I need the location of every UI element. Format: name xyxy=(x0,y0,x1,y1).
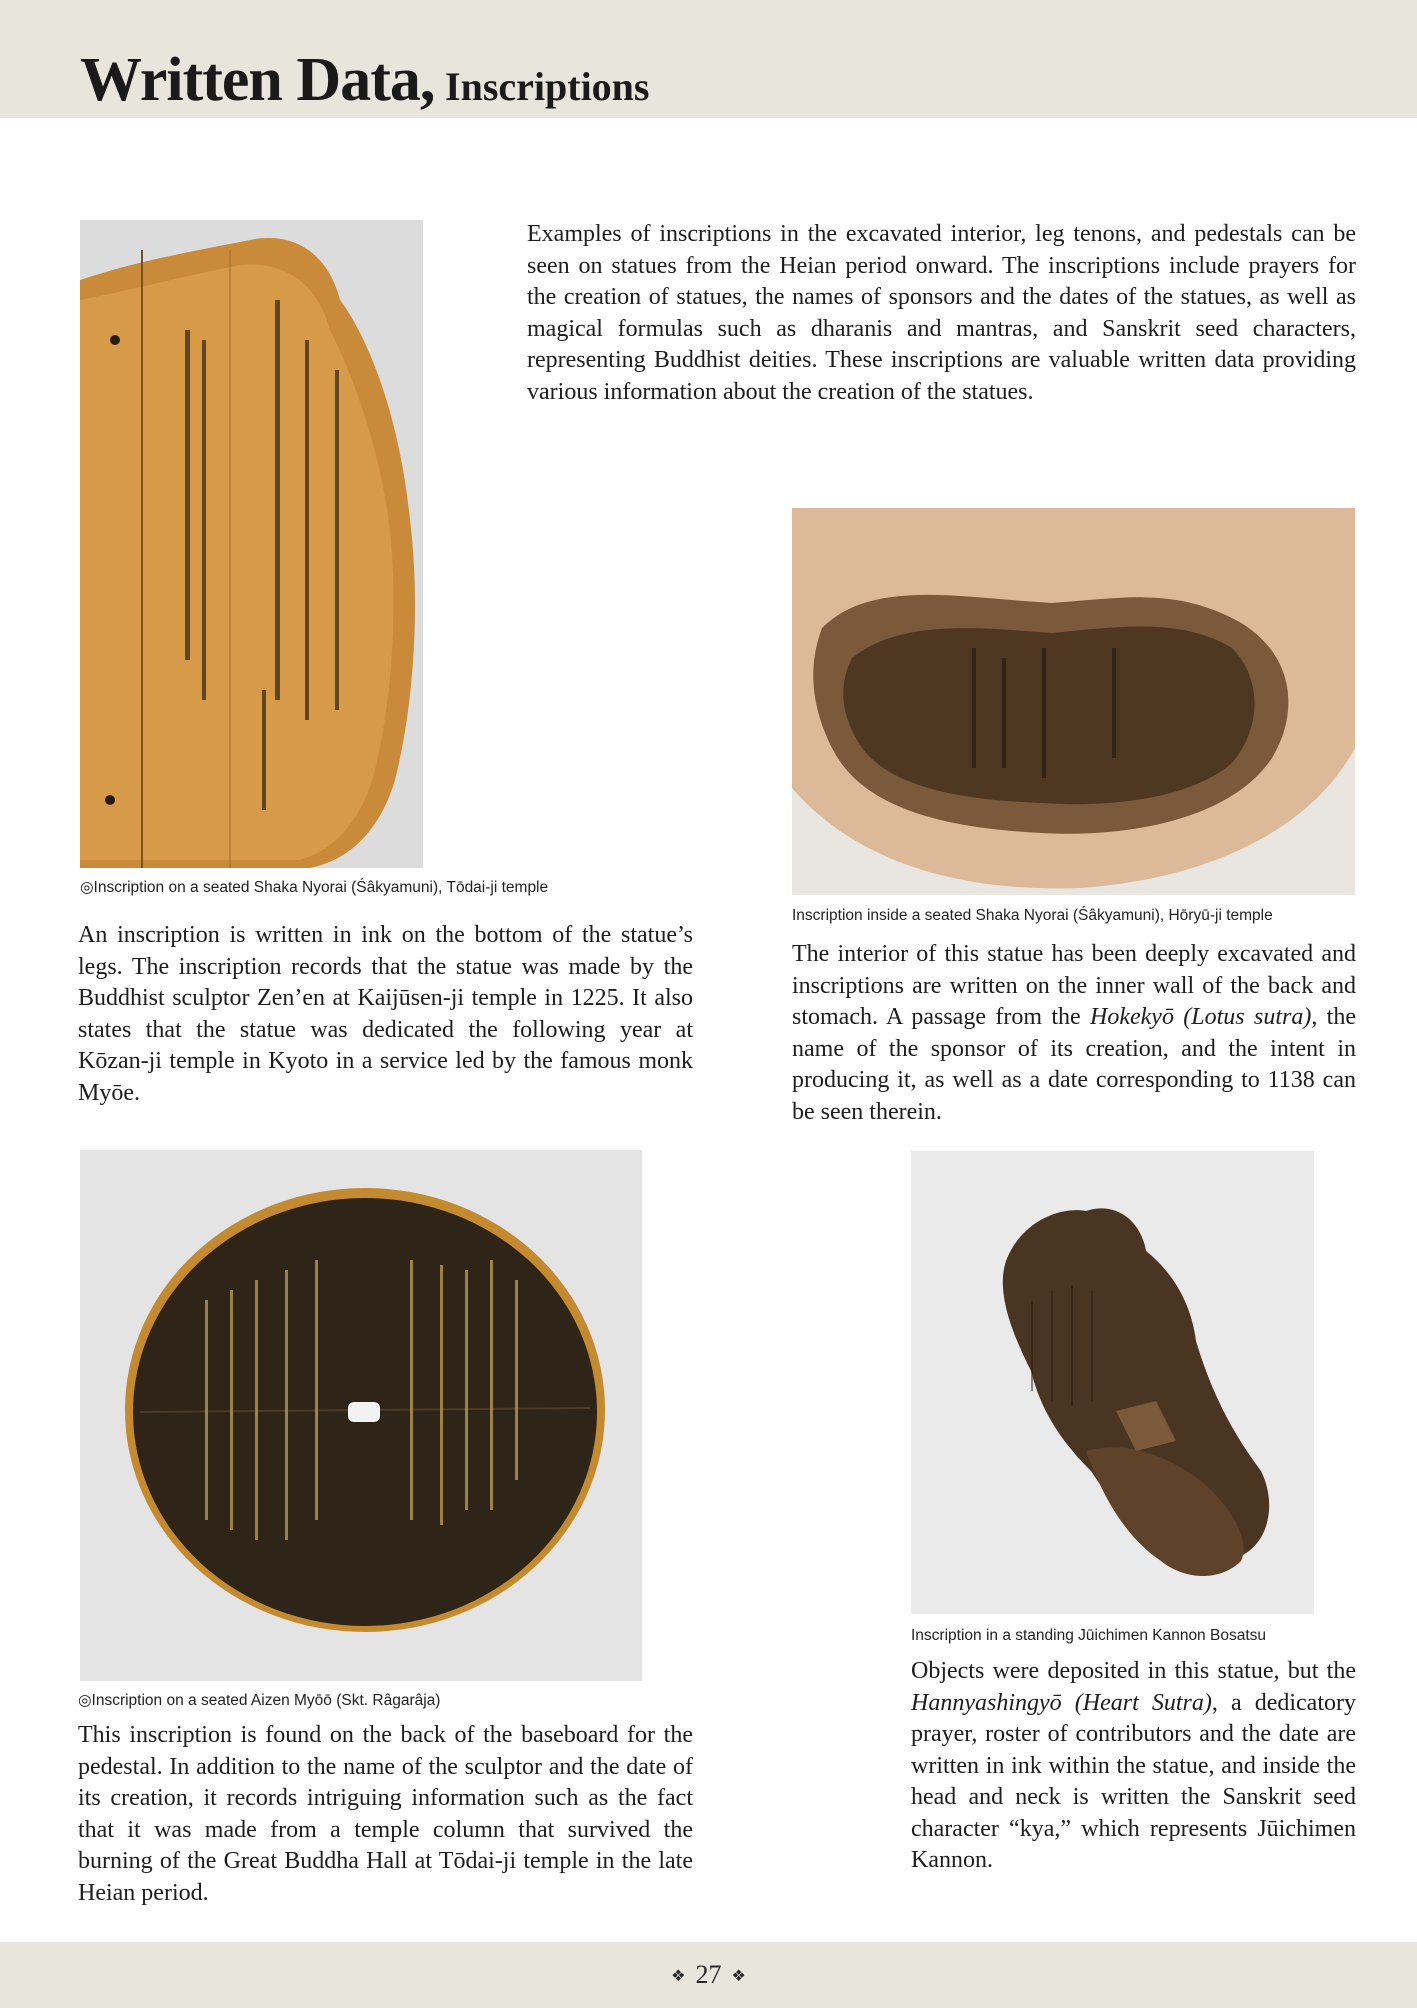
page-subtitle: Inscriptions xyxy=(445,64,650,109)
juichimen-description-part1: Objects were deposited in this statue, but the xyxy=(911,1658,1356,1684)
ornament-left-icon: ❖ xyxy=(671,1968,686,1986)
horyuji-sutra-title: Hokekyō (Lotus sutra) xyxy=(1090,1004,1312,1030)
intro-paragraph: Examples of inscriptions in the excavated interior, leg tenons, and pedestals can be seen on statues from the Heian period onward. The inscriptions include prayers for the creation of statues, the names of sponsors and the dates of the statues, as well as magical formulas such as dharanis and mantras, and Sanskrit seed characters, representing Buddhist deities. These inscriptions are valuable written data providing various information about the creation of the statues. xyxy=(527,221,1356,405)
todaiji-caption: ◎Inscription on a seated Shaka Nyorai (Śâkyamuni), Tōdai-ji temple xyxy=(80,879,549,896)
ornament-right-icon: ❖ xyxy=(731,1968,746,1986)
aizen-caption: ◎Inscription on a seated Aizen Myōō (Skt. Râgarâja) xyxy=(78,1692,441,1709)
page-number xyxy=(0,1960,1417,1992)
horyuji-caption: Inscription inside a seated Shaka Nyorai (Śâkyamuni), Hōryū-ji temple xyxy=(792,907,1273,924)
page-number-value: 27 xyxy=(695,1960,722,1989)
horyuji-interior-photo xyxy=(792,508,1355,895)
juichimen-caption: Inscription in a standing Jūichimen Kannon Bosatsu xyxy=(911,1627,1266,1644)
juichimen-sutra-title: Hannyashingyō (Heart Sutra) xyxy=(911,1689,1212,1716)
juichimen-description xyxy=(911,1656,1356,1877)
horyuji-description xyxy=(792,939,1356,1128)
juichimen-kannon-photo xyxy=(911,1151,1314,1614)
aizen-baseboard-photo xyxy=(80,1150,642,1681)
horyuji-description-part2: , the name of the sponsor of its creation, and the intent in producing it, as well as a date corresponding to 1138 can be seen therein. xyxy=(792,1004,1356,1125)
todaiji-inscription-photo xyxy=(80,220,423,868)
aizen-description: This inscription is found on the back of the baseboard for the pedestal. In addition to the name of the sculptor and the date of its creation, it records intriguing information such as the fact that it was made from a temple column that survived the burning of the Great Buddha Hall at Tōdai-ji temple in the late Heian period. xyxy=(78,1722,693,1906)
juichimen-description-part2: , a dedicatory prayer, roster of contributors and the date are written in ink within the statue, and inside the head and neck is written the Sanskrit seed character “kya,” which represents Jūichimen Kannon. xyxy=(911,1689,1356,1873)
todaiji-description: An inscription is written in ink on the bottom of the statue’s legs. The inscription records that the statue was made by the Buddhist sculptor Zen’en at Kaijūsen-ji temple in 1225. It also states that the statue was dedicated the following year at Kōzan-ji temple in Kyoto in a service led by the famous monk Myōe. xyxy=(78,922,693,1106)
horyuji-description-part1: The interior of this statue has been deeply excavated and inscriptions are written on the inner wall of the back and stomach. A passage from the xyxy=(792,941,1356,1030)
page-title: Written Data, xyxy=(80,46,435,114)
